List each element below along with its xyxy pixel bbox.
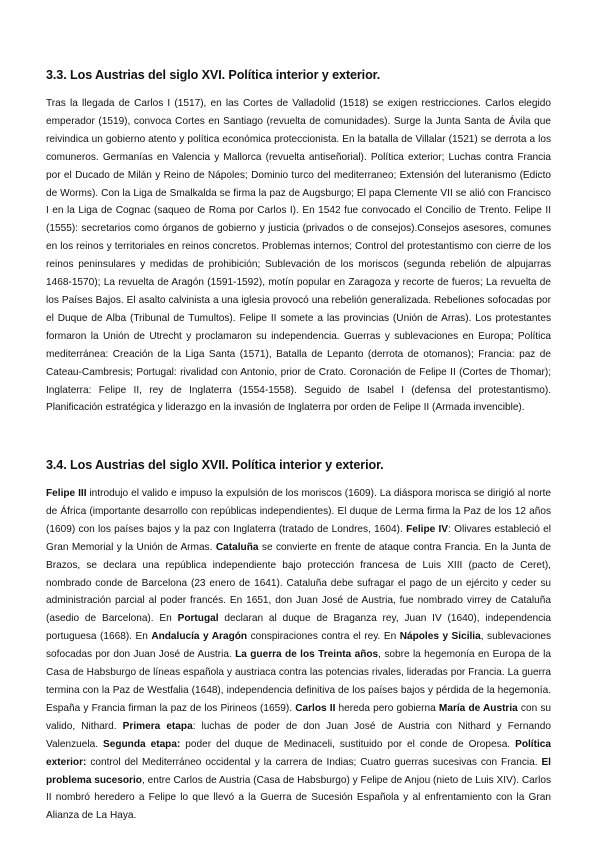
bold-term: Andalucía y Aragón [151, 631, 248, 643]
bold-term: Felipe IV [406, 523, 449, 535]
bold-term: María de Austria [438, 702, 518, 714]
section-austrias-xvii [46, 458, 551, 825]
text-run: , entre Carlos de Austria (Casa de Habsburgo) y Felipe de Anjou (nieto de Luis XIV). Carlos II nombró heredero a Felipe lo que llevó a la Guerra de Sucesión Española y al enfrentamiento con la Gran Alianza de La Haya. [46, 774, 552, 822]
text-run: , sobre la hegemonía en Europa de la Casa de Habsburgo de líneas española y austriaca contra las potencias rivales, lideradas por Francia. La guerra termina con la Paz de Westfalia (1648), independencia definitiva de los países bajos y pérdida de la hegemonía. España y Francia firman la paz de los Pirineos (1659). [46, 649, 551, 714]
section-paragraph [46, 95, 551, 417]
bold-term: Cataluña [215, 541, 259, 553]
bold-term: Segunda etapa: [102, 738, 181, 750]
section-heading: 3.4. Los Austrias del siglo XVII. Política interior y exterior. [46, 458, 384, 472]
text-run: : Olivares estableció el Gran Memorial y la Unión de Armas. [46, 523, 551, 553]
text-run: control del Mediterráneo occidental y la carrera de Indias; Cuatro guerras sucesivas con Francia. [86, 756, 542, 768]
bold-term: Carlos II [295, 702, 336, 714]
section-heading: 3.3. Los Austrias del siglo XVI. Política interior y exterior. [46, 68, 381, 82]
text-run: hereda pero gobierna [335, 702, 439, 714]
bold-term: Portugal [177, 613, 219, 625]
text-run: conspiraciones contra el rey. En [247, 631, 400, 643]
bold-term: Felipe III [46, 488, 87, 499]
section-paragraph [46, 485, 551, 825]
text-run: declaran al duque de Braganza rey, Juan IV (1640), independencia portuguesa (1668). En [46, 613, 551, 643]
bold-term: El problema sucesorio [46, 756, 551, 786]
text-run: con su valido, Nithard. [46, 702, 552, 732]
text-run: se convierte en frente de ataque contra Francia. En la Junta de Brazos, se declara una república independiente bajo protección francesa de Luis XIII (pacto de Ceret), nombrado conde de Barcelona (23 enero de 1641). Cataluña debe sufragar el pago de un ejército y ceder su administración parcial al poder francés. En 1651, don Juan José de Austria, fue nombrado virrey de Cataluña (asedio de Barcelona). En [46, 541, 551, 625]
bold-term: Política exterior: [46, 738, 552, 768]
text-run: , sublevaciones sofocadas por don Juan José de Austria. [46, 631, 551, 661]
text-run: Tras la llegada de Carlos I (1517), en las Cortes de Valladolid (1518) se exigen restricciones. Carlos elegido emperador (1519), convoca Cortes en Santiago (revuelta de comunidades). Surge la Junta Santa de Ávila que reivindica un gobierno atento y política económica proteccionista. En la batalla de Villalar (1521) se derrota a los comuneros. Germanías en Valencia y Mallorca (revuelta antiseñorial). Política exterior; Luchas contra Francia por el Ducado de Milán y Reino de Nápoles; Dominio turco del mediterraneo; Extensión del luteranismo (Edicto de Worms). Con la Liga de Smalkalda se firma la paz de Augsburgo; El papa Clemente VII se alió con Francisco I en la Liga de Cognac (saqueo de Roma por Carlos I). En 1542 fue convocado el Concilio de Trento. Felipe II (1555): secretarios como órganos de gobierno y justicia (privados o de consejos).Consejos asesores, comunes en los reinos y territoriales en reinos concretos. Problemas internos; Control del protestantismo con cierre de los reinos peninsulares y medidas de prohibición; Sublevación de los moriscos (segunda rebelión de alpujarras 1468-1570); La revuelta de Aragón (1591-1592), motín popular en Zaragoza y recorte de fueros; La revuelta de los Países Bajos. El asalto calvinista a una iglesia provocó una rebelión generalizada. Rebeliones sofocadas por el Duque de Alba (Tribunal de Tumultos). Felipe II somete a las provincias (Unión de Arras). Los protestantes formaron la Unión de Utrecht y proclamaron su independencia. Guerras y sublevaciones en Europa; Política mediterránea: Creación de la Liga Santa (1571), Batalla de Lepanto (derrota de otomanos); Francia: paz de Cateau-Cambresis; Portugal: rivalidad con Antonio, prior de Crato. Coronación de Felipe II (Cortes de Thomar); Inglaterra: Felipe II, rey de Inglaterra (1554-1558). Seguido de Isabel I (defensa del protestantismo). Planificación estratégica y liderazgo en la invasión de Inglaterra por orden de Felipe II (Armada invencible). [46, 98, 551, 414]
bold-term: Primera etapa [122, 720, 193, 732]
bold-term: La guerra de los Treinta años [235, 649, 379, 661]
text-run: introdujo el valido e impuso la expulsión de los moriscos (1609). La diáspora morisca se dirigió al norte de África (importante desarrollo con repúblicas independientes). El duque de Lerma firma la Paz de los 12 años (1609) con los países bajos y la paz con Inglaterra (tratado de Londres, 1604). [46, 488, 551, 535]
section-austrias-xvi [46, 68, 551, 417]
text-run: : luchas de poder de don Juan José de Austria con Nithard y Fernando Valenzuela. [46, 720, 551, 750]
text-run: poder del duque de Medinaceli, sustituido por el conde de Oropesa. [180, 738, 516, 750]
bold-term: Nápoles y Sicilia [399, 631, 481, 643]
